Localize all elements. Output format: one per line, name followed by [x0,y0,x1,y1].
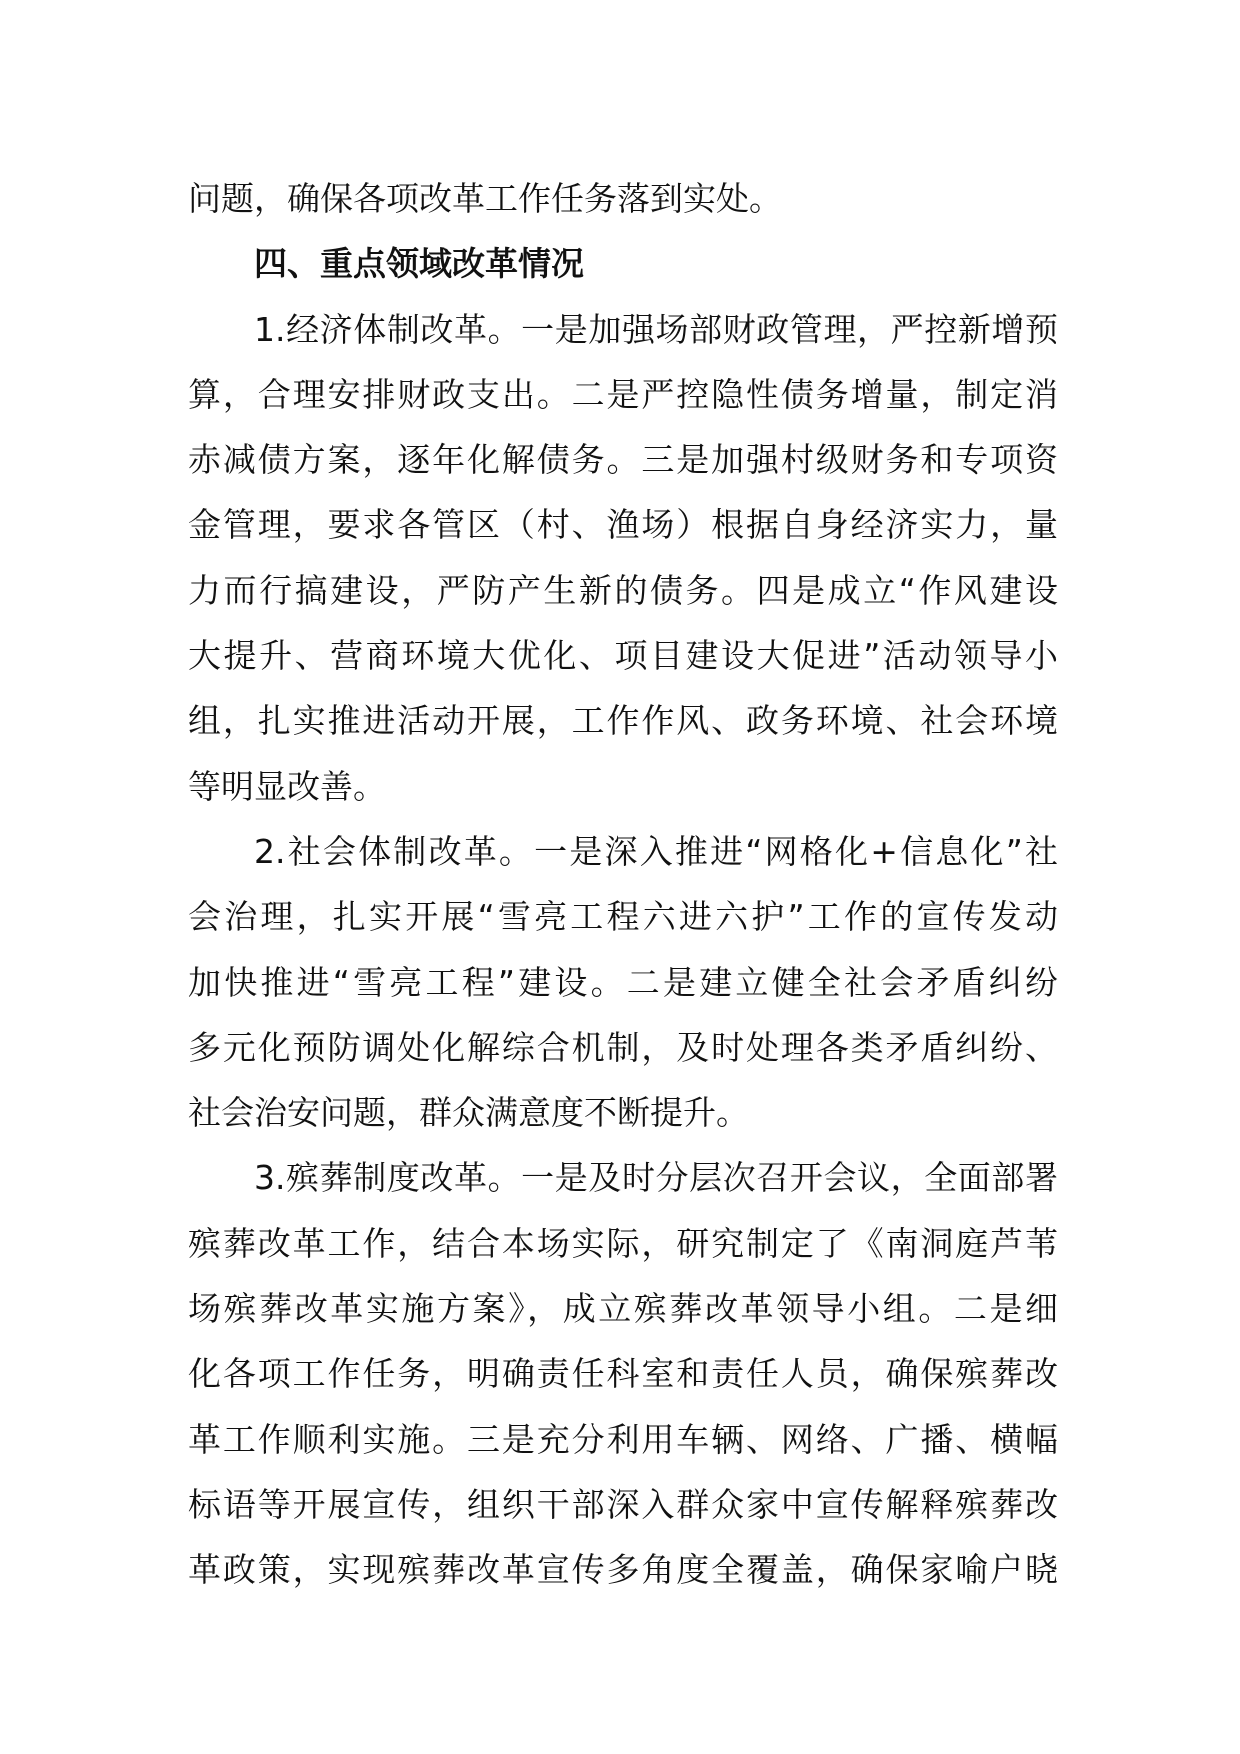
paragraph-start-line: 1.经济体制改革。一是加强场部财政管理，严控新增预 [254,309,1058,349]
text-line: 算，合理安排财政支出。二是严控隐性债务增量，制定消 [188,374,1058,414]
document-body [188,166,1058,1603]
text-line: 问题，确保各项改革工作任务落到实处。 [188,179,782,218]
text-line: 标语等开展宣传，组织干部深入群众家中宣传解释殡葬改 [188,1484,1058,1524]
text-line: 力而行搞建设，严防产生新的债务。四是成立“作风建设 [188,570,1058,610]
text-line: 多元化预防调处化解综合机制，及时处理各类矛盾纠纷、 [188,1027,1058,1067]
text-line: 会治理，扎实开展“雪亮工程六进六护”工作的宣传发动 [188,897,1058,937]
text-line: 社会治安问题，群众满意度不断提升。 [188,1093,749,1133]
text-line: 大提升、营商环境大优化、项目建设大促进”活动领导小 [188,636,1058,676]
text-line: 场殡葬改革实施方案》，成立殡葬改革领导小组。二是细 [188,1289,1058,1329]
text-line: 加快推进“雪亮工程”建设。二是建立健全社会矛盾纠纷 [188,962,1058,1002]
paragraph-start-line: 3.殡葬制度改革。一是及时分层次召开会议，全面部署 [254,1158,1058,1198]
text-line: 化各项工作任务，明确责任科室和责任人员，确保殡葬改 [188,1354,1058,1394]
text-line: 革工作顺利实施。三是充分利用车辆、网络、广播、横幅 [188,1419,1058,1459]
text-line: 赤减债方案，逐年化解债务。三是加强村级财务和专项资 [188,440,1058,480]
text-line: 组，扎实推进活动开展，工作作风、政务环境、社会环境 [188,701,1058,741]
paragraph-start-line: 2.社会体制改革。一是深入推进“网格化+信息化”社 [254,831,1058,871]
text-line: 等明显改善。 [188,766,386,806]
text-line: 金管理，要求各管区（村、渔场）根据自身经济实力，量 [188,505,1058,545]
text-line: 革政策，实现殡葬改革宣传多角度全覆盖，确保家喻户晓 [188,1550,1058,1590]
section-heading: 四、重点领域改革情况 [254,244,584,284]
text-line: 殡葬改革工作，结合本场实际，研究制定了《南洞庭芦苇 [188,1223,1058,1263]
